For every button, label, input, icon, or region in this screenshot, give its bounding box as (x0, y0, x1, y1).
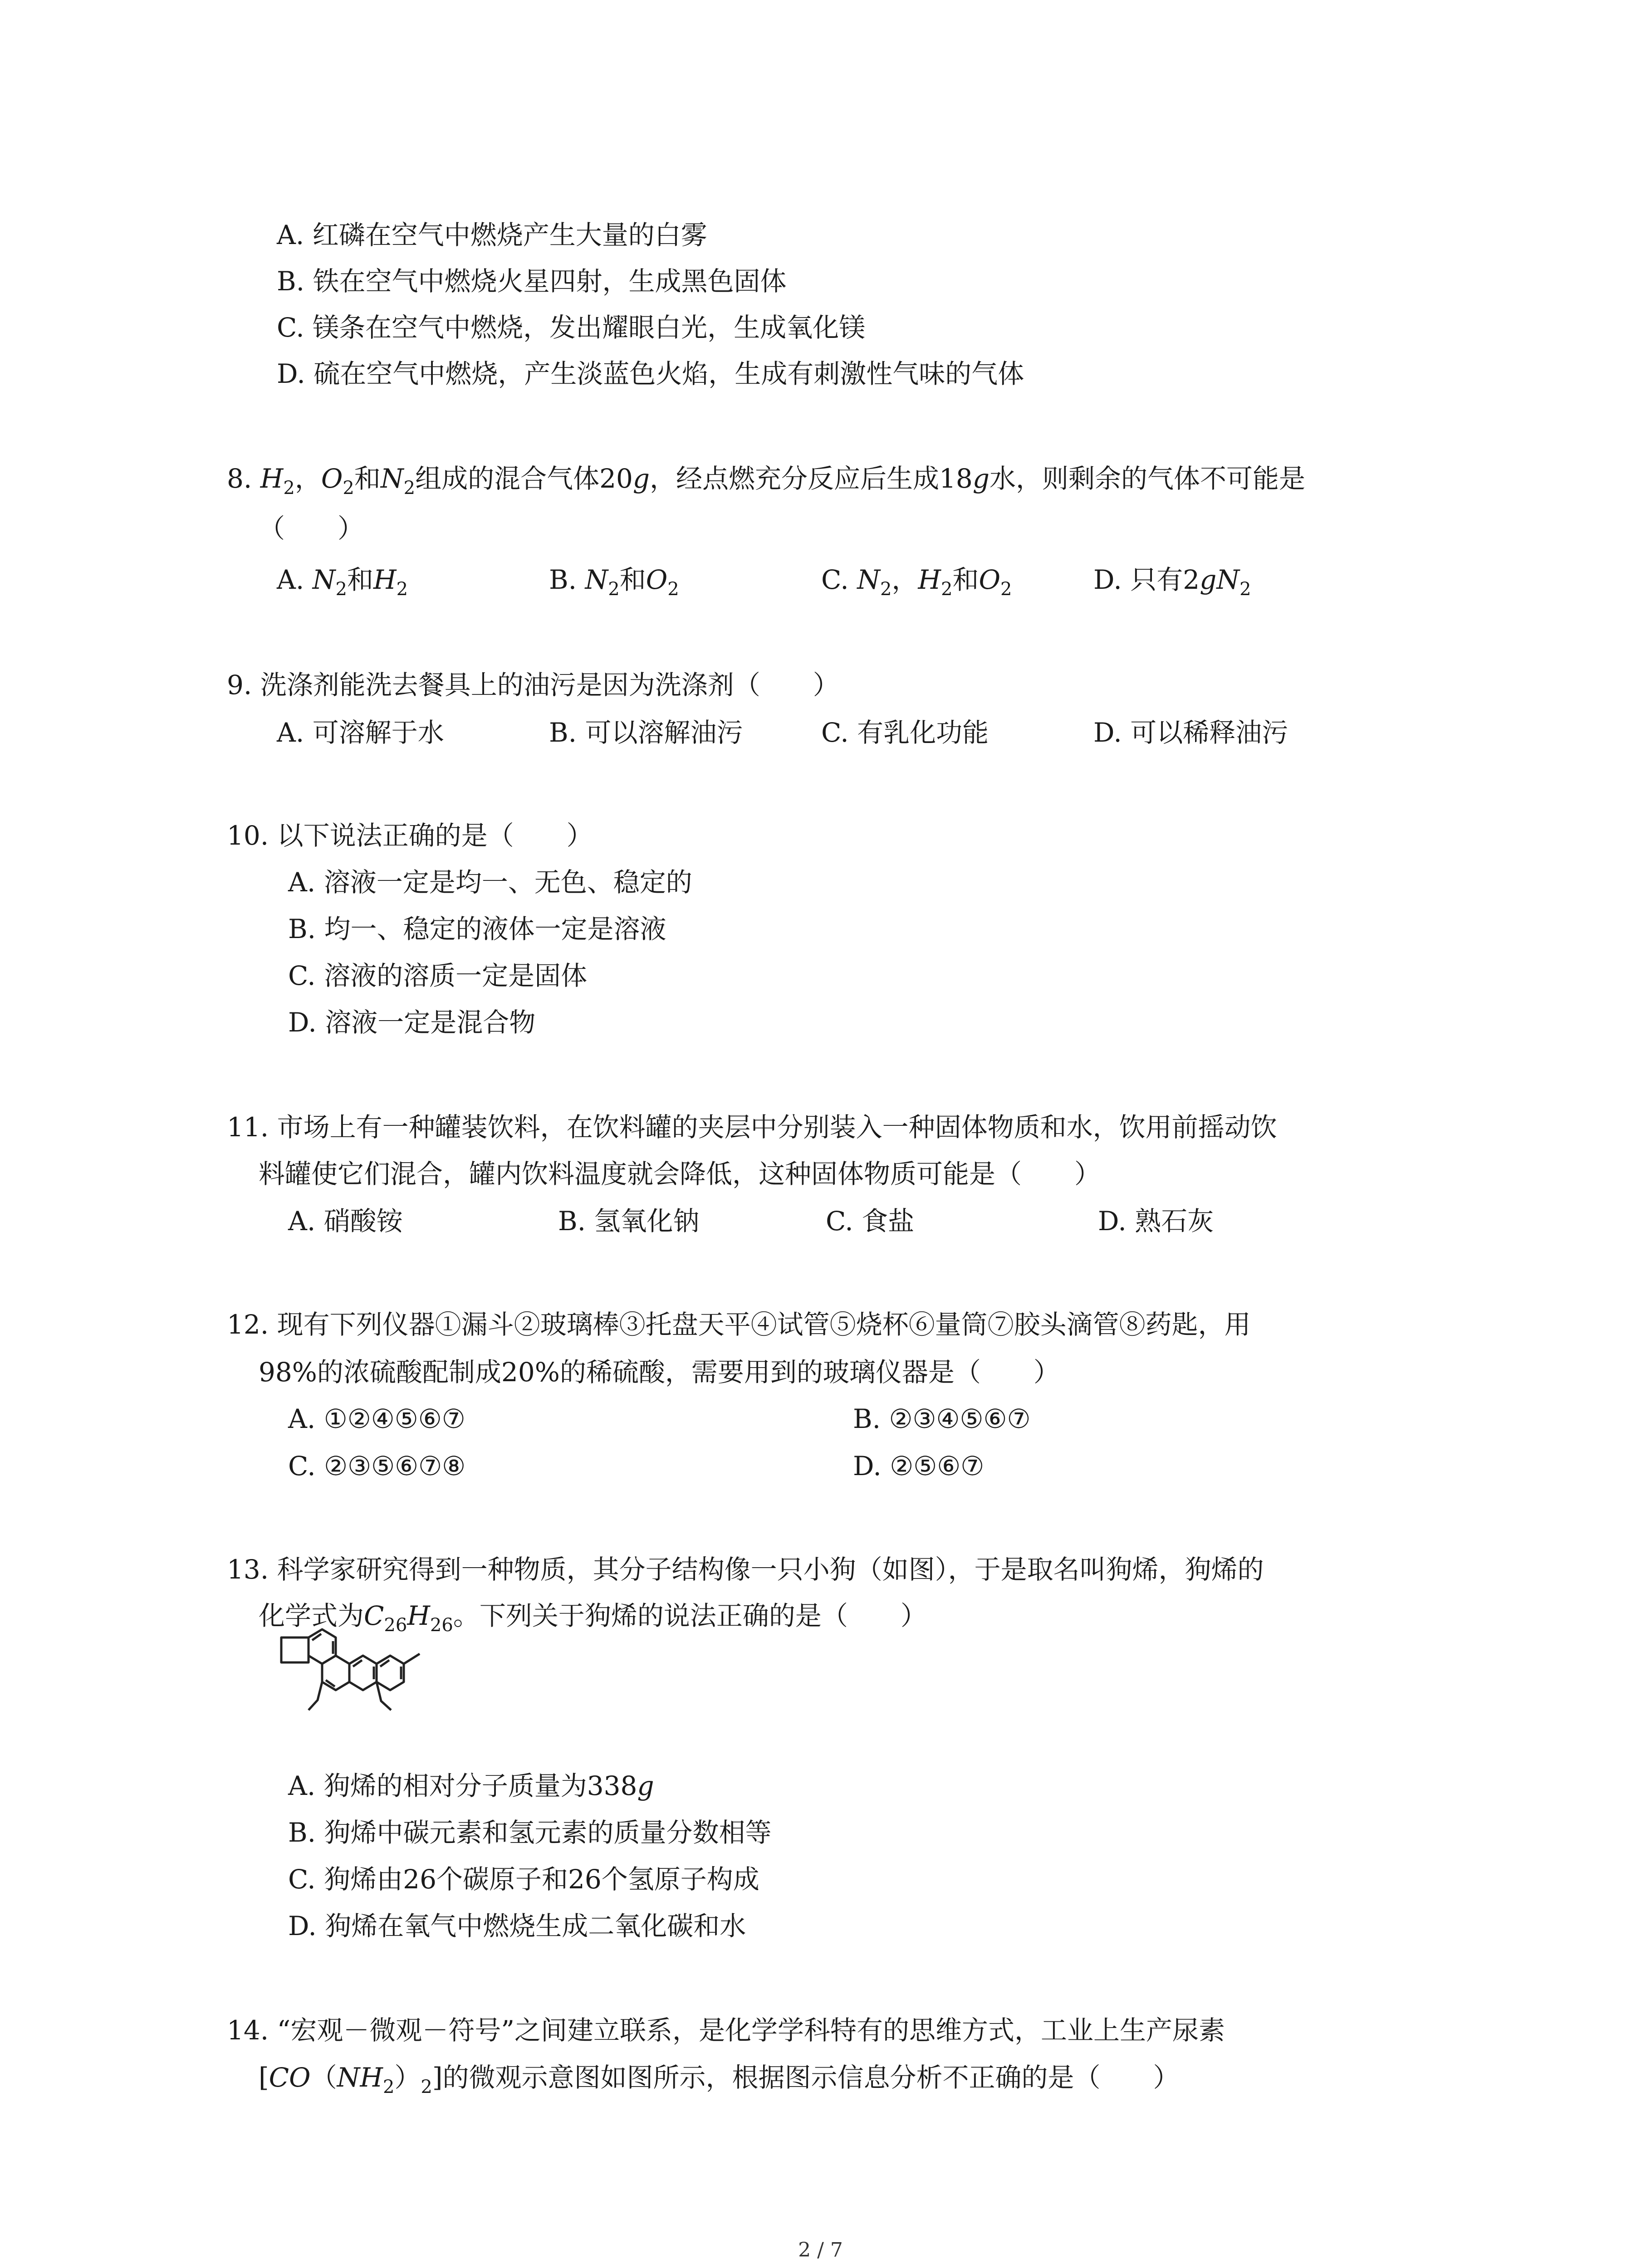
q11-stem-line2: 料罐使它们混合，罐内饮料温度就会降低，这种固体物质可能是（ ） (259, 1158, 1101, 1189)
q13-option-d: D. 狗烯在氧气中燃烧生成二氧化碳和水 (288, 1911, 746, 1941)
cyclobutane-ring (281, 1637, 309, 1662)
q8-option-c: C. $N_2$，$H_2$和$O_2$ (821, 564, 1012, 600)
q12-stem-line2: 98%的浓硫酸配制成20%的稀硫酸，需要用到的玻璃仪器是（ ） (259, 1357, 1060, 1388)
q13-option-b: B. 狗烯中碳元素和氢元素的质量分数相等 (288, 1817, 772, 1848)
q13-stem-line2: 化学式为$C_{26}H_{26}$。下列关于狗烯的说法正确的是（ ） (259, 1600, 927, 1636)
q8-option-b: B. $N_2$和$O_2$ (549, 564, 679, 600)
q13-option-a: A. 狗烯的相对分子质量为338g (288, 1770, 654, 1801)
q10-option-c: C. 溶液的溶质一定是固体 (288, 960, 588, 991)
q12-option-b: B. ②③④⑤⑥⑦ (853, 1403, 1031, 1434)
q10-option-b: B. 均一、稳定的液体一定是溶液 (288, 914, 666, 944)
q7-option-a: A. 红磷在空气中燃烧产生大量的白雾 (277, 220, 707, 250)
dogene-molecule-structure (272, 1619, 463, 1765)
q13-option-c: C. 狗烯由26个碳原子和26个氢原子构成 (288, 1864, 759, 1895)
q10-stem: 10. 以下说法正确的是（ ） (227, 820, 593, 851)
q13-stem: 13. 科学家研究得到一种物质，其分子结构像一只小狗（如图），于是取名叫狗烯，狗烯的 (227, 1554, 1264, 1585)
q8-stem-line2: （ ） (259, 513, 364, 544)
q10-option-d: D. 溶液一定是混合物 (288, 1007, 536, 1038)
q9-option-c: C. 有乳化功能 (821, 717, 989, 748)
methyl-group (404, 1654, 420, 1664)
q8-stem: 8. $H_2$，$O_2$和$N_2$组成的混合气体20g，经点燃充分反应后生成18g水，则剩余的气体不可能是 (227, 463, 1305, 499)
q11-option-c: C. 食盐 (826, 1206, 915, 1237)
q11-option-b: B. 氢氧化钠 (558, 1206, 700, 1237)
q8-option-a: A. $N_2$和$H_2$ (277, 564, 408, 600)
q9-stem: 9. 洗涤剂能洗去餐具上的油污是因为洗涤剂（ ） (227, 670, 839, 700)
q12-option-d: D. ②⑤⑥⑦ (853, 1451, 985, 1481)
ethyl-group-1 (309, 1682, 322, 1710)
q7-option-c: C. 镁条在空气中燃烧，发出耀眼白光，生成氧化镁 (277, 312, 866, 343)
q12-option-c: C. ②③⑤⑥⑦⑧ (288, 1451, 466, 1481)
q11-option-a: A. 硝酸铵 (288, 1206, 403, 1237)
q9-option-a: A. 可溶解于水 (277, 717, 444, 748)
benzene-ring-3 (349, 1656, 377, 1690)
page-number: 2 / 7 (798, 2239, 843, 2262)
q14-stem-line2: $[CO(NH_2)_2]$的微观示意图如图所示，根据图示信息分析不正确的是（ ） (259, 2062, 1180, 2097)
q11-option-d: D. 熟石灰 (1098, 1206, 1214, 1237)
q12-option-a: A. ①②④⑤⑥⑦ (288, 1403, 465, 1434)
benzene-ring-4 (377, 1656, 404, 1690)
q9-option-b: B. 可以溶解油污 (549, 717, 743, 748)
q7-option-d: D. 硫在空气中燃烧，产生淡蓝色火焰，生成有刺激性气味的气体 (277, 358, 1024, 389)
q10-option-a: A. 溶液一定是均一、无色、稳定的 (288, 867, 692, 898)
benzene-ring-2 (322, 1656, 349, 1690)
q14-stem: 14. “宏观－微观－符号”之间建立联系，是化学学科特有的思维方式，工业上生产尿素 (227, 2015, 1225, 2046)
q12-stem: 12. 现有下列仪器①漏斗②玻璃棒③托盘天平④试管⑤烧杯⑥量筒⑦胶头滴管⑧药匙，用 (227, 1309, 1251, 1340)
q9-option-d: D. 可以稀释油污 (1093, 717, 1288, 748)
q7-option-b: B. 铁在空气中燃烧火星四射，生成黑色固体 (277, 266, 787, 297)
q8-option-d: D. 只有$2gN_2$ (1093, 564, 1251, 600)
q11-stem: 11. 市场上有一种罐装饮料，在饮料罐的夹层中分别装入一种固体物质和水，饮用前摇动饮 (227, 1112, 1277, 1143)
